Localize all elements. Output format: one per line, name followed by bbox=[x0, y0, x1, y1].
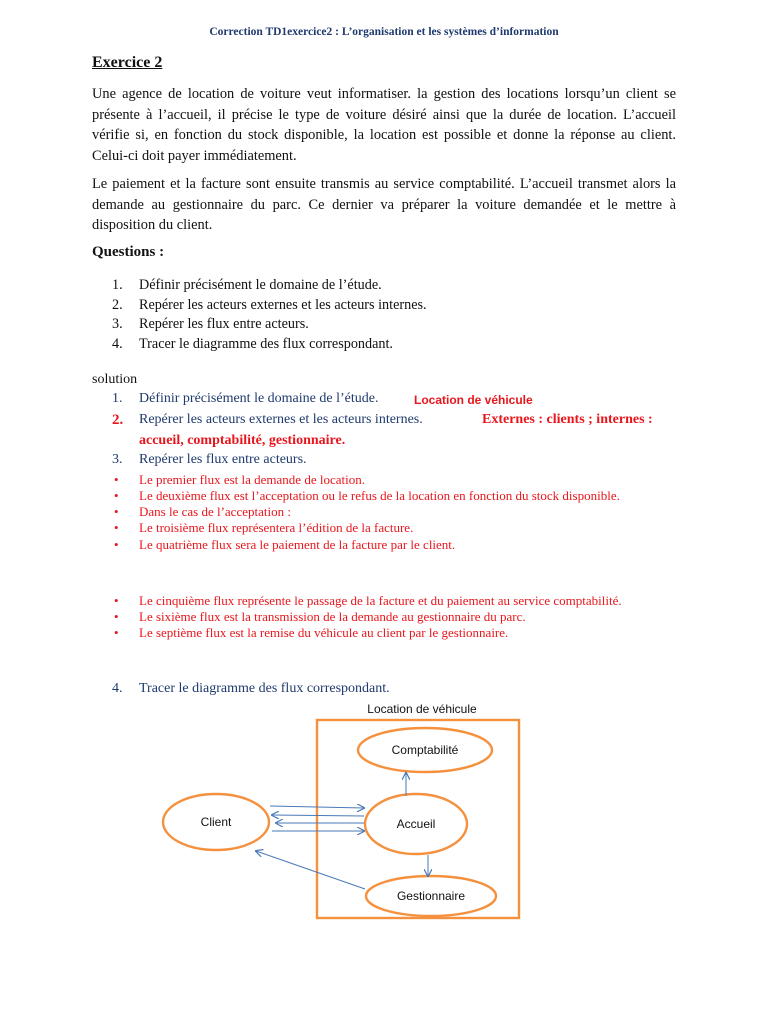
node-gestionnaire-label: Gestionnaire bbox=[396, 889, 466, 903]
question-number: 1. bbox=[112, 277, 123, 293]
solution-answer-line-2: accueil, comptabilité, gestionnaire. bbox=[139, 433, 346, 448]
solution-number: 3. bbox=[112, 452, 123, 467]
exercise-title: Exercice 2 bbox=[92, 54, 163, 71]
diagram-title: Location de véhicule bbox=[367, 702, 477, 716]
flux-arrow bbox=[272, 815, 364, 816]
solution-text: Définir précisément le domaine de l’étude. bbox=[139, 391, 379, 406]
exercise-paragraph-1: Une agence de location de voiture veut informatiser. la gestion des locations lorsqu’un client se présente à l’accueil, il précise le type de voiture désiré ainsi que la durée de location. L’accueil vérifie si, en fonction du stock disponible, la location est possible et donne la réponse au client. Celui-ci doit payer immédiatement. bbox=[92, 86, 676, 164]
solution-text: Tracer le diagramme des flux correspondant. bbox=[139, 681, 390, 696]
question-text: Tracer le diagramme des flux correspondant. bbox=[139, 335, 393, 352]
document-header: Correction TD1exercice2 : L’organisation et les systèmes d’information bbox=[209, 26, 559, 38]
flux-arrow bbox=[256, 851, 365, 889]
node-client-label: Client bbox=[200, 815, 232, 829]
question-number: 2. bbox=[112, 296, 123, 313]
solution-number: 4. bbox=[112, 681, 123, 696]
solution-text: Repérer les flux entre acteurs. bbox=[139, 452, 307, 467]
question-text: Repérer les acteurs externes et les acteurs internes. bbox=[139, 296, 427, 313]
question-number: 4. bbox=[112, 335, 123, 352]
solution-number: 1. bbox=[112, 391, 123, 406]
node-accueil-label: Accueil bbox=[396, 817, 436, 831]
document-page: Correction TD1exercice2 : L’organisation et les systèmes d’information Exercice 2 Une agence de location de voiture veut informatiser. la gestion des locations lorsqu’un client se présente à l’accueil, il précise le type de voiture désiré ainsi que la durée de location. L’accueil vérifie si, en fonction du stock disponible, la location est possible et donne la réponse au client. Celui-ci doit payer immédiatement. Le paiement et la facture sont ensuite transmis au service comptabilité. L’accueil transmet alors la demande au gestionnaire du parc. Ce dernier va préparer la voiture demandée et le mettre à disposition du client. Questions : 1. Définir précisément le domaine de l’étude. 2. Repérer les acteurs externes et les acteurs internes. 3. Repérer les flux entre acteurs. 4. Tracer le diagramme des flux correspondant. solution 1. Définir précisément le domaine de l’étude. Location de véhicule 2. Repérer les acteurs externes et les acteurs internes. Externes : clients ; internes : accueil, comptabilité, gestionnaire. 3. Repérer les flux entre acteurs. • Le premier flux est la demande de location. • Le deuxième flux est l’acceptation ou le refus de la location en fonction du stock disponible. • Dans le cas de l’acceptation : • Le troisième flux représentera l’édition de la facture. • Le quatrième flux sera le paiement de la facture par le client. • Le cinquième flux représente le passage de la facture et du paiement au service comptabilité. • Le sixième flux est la transmission de la demande au gestionnaire du parc. • Le septième flux est la remise du véhicule au client par le gestionnaire. 4. Tracer le diagramme des flux correspondant. Location de véhicule Comptabilité Client Accueil Gestionnaire bbox=[0, 0, 768, 1024]
solution-number: 2. bbox=[112, 412, 124, 428]
question-number: 3. bbox=[112, 316, 123, 333]
solution-answer: Location de véhicule bbox=[414, 393, 533, 407]
question-text: Repérer les flux entre acteurs. bbox=[139, 316, 309, 333]
question-text: Définir précisément le domaine de l’étude. bbox=[139, 277, 382, 293]
questions-title: Questions : bbox=[92, 244, 165, 260]
solution-label: solution bbox=[92, 372, 138, 387]
solution-answer-line-1: Externes : clients ; internes : bbox=[482, 412, 653, 427]
exercise-paragraph-2: Le paiement et la facture sont ensuite transmis au service comptabilité. L’accueil transmet alors la demande au gestionnaire du parc. Ce dernier va préparer la voiture demandée et le mettre à disposition du client. bbox=[92, 176, 676, 233]
solution-text: Repérer les acteurs externes et les acteurs internes. bbox=[139, 412, 423, 427]
node-comptabilite-label: Comptabilité bbox=[391, 743, 459, 757]
